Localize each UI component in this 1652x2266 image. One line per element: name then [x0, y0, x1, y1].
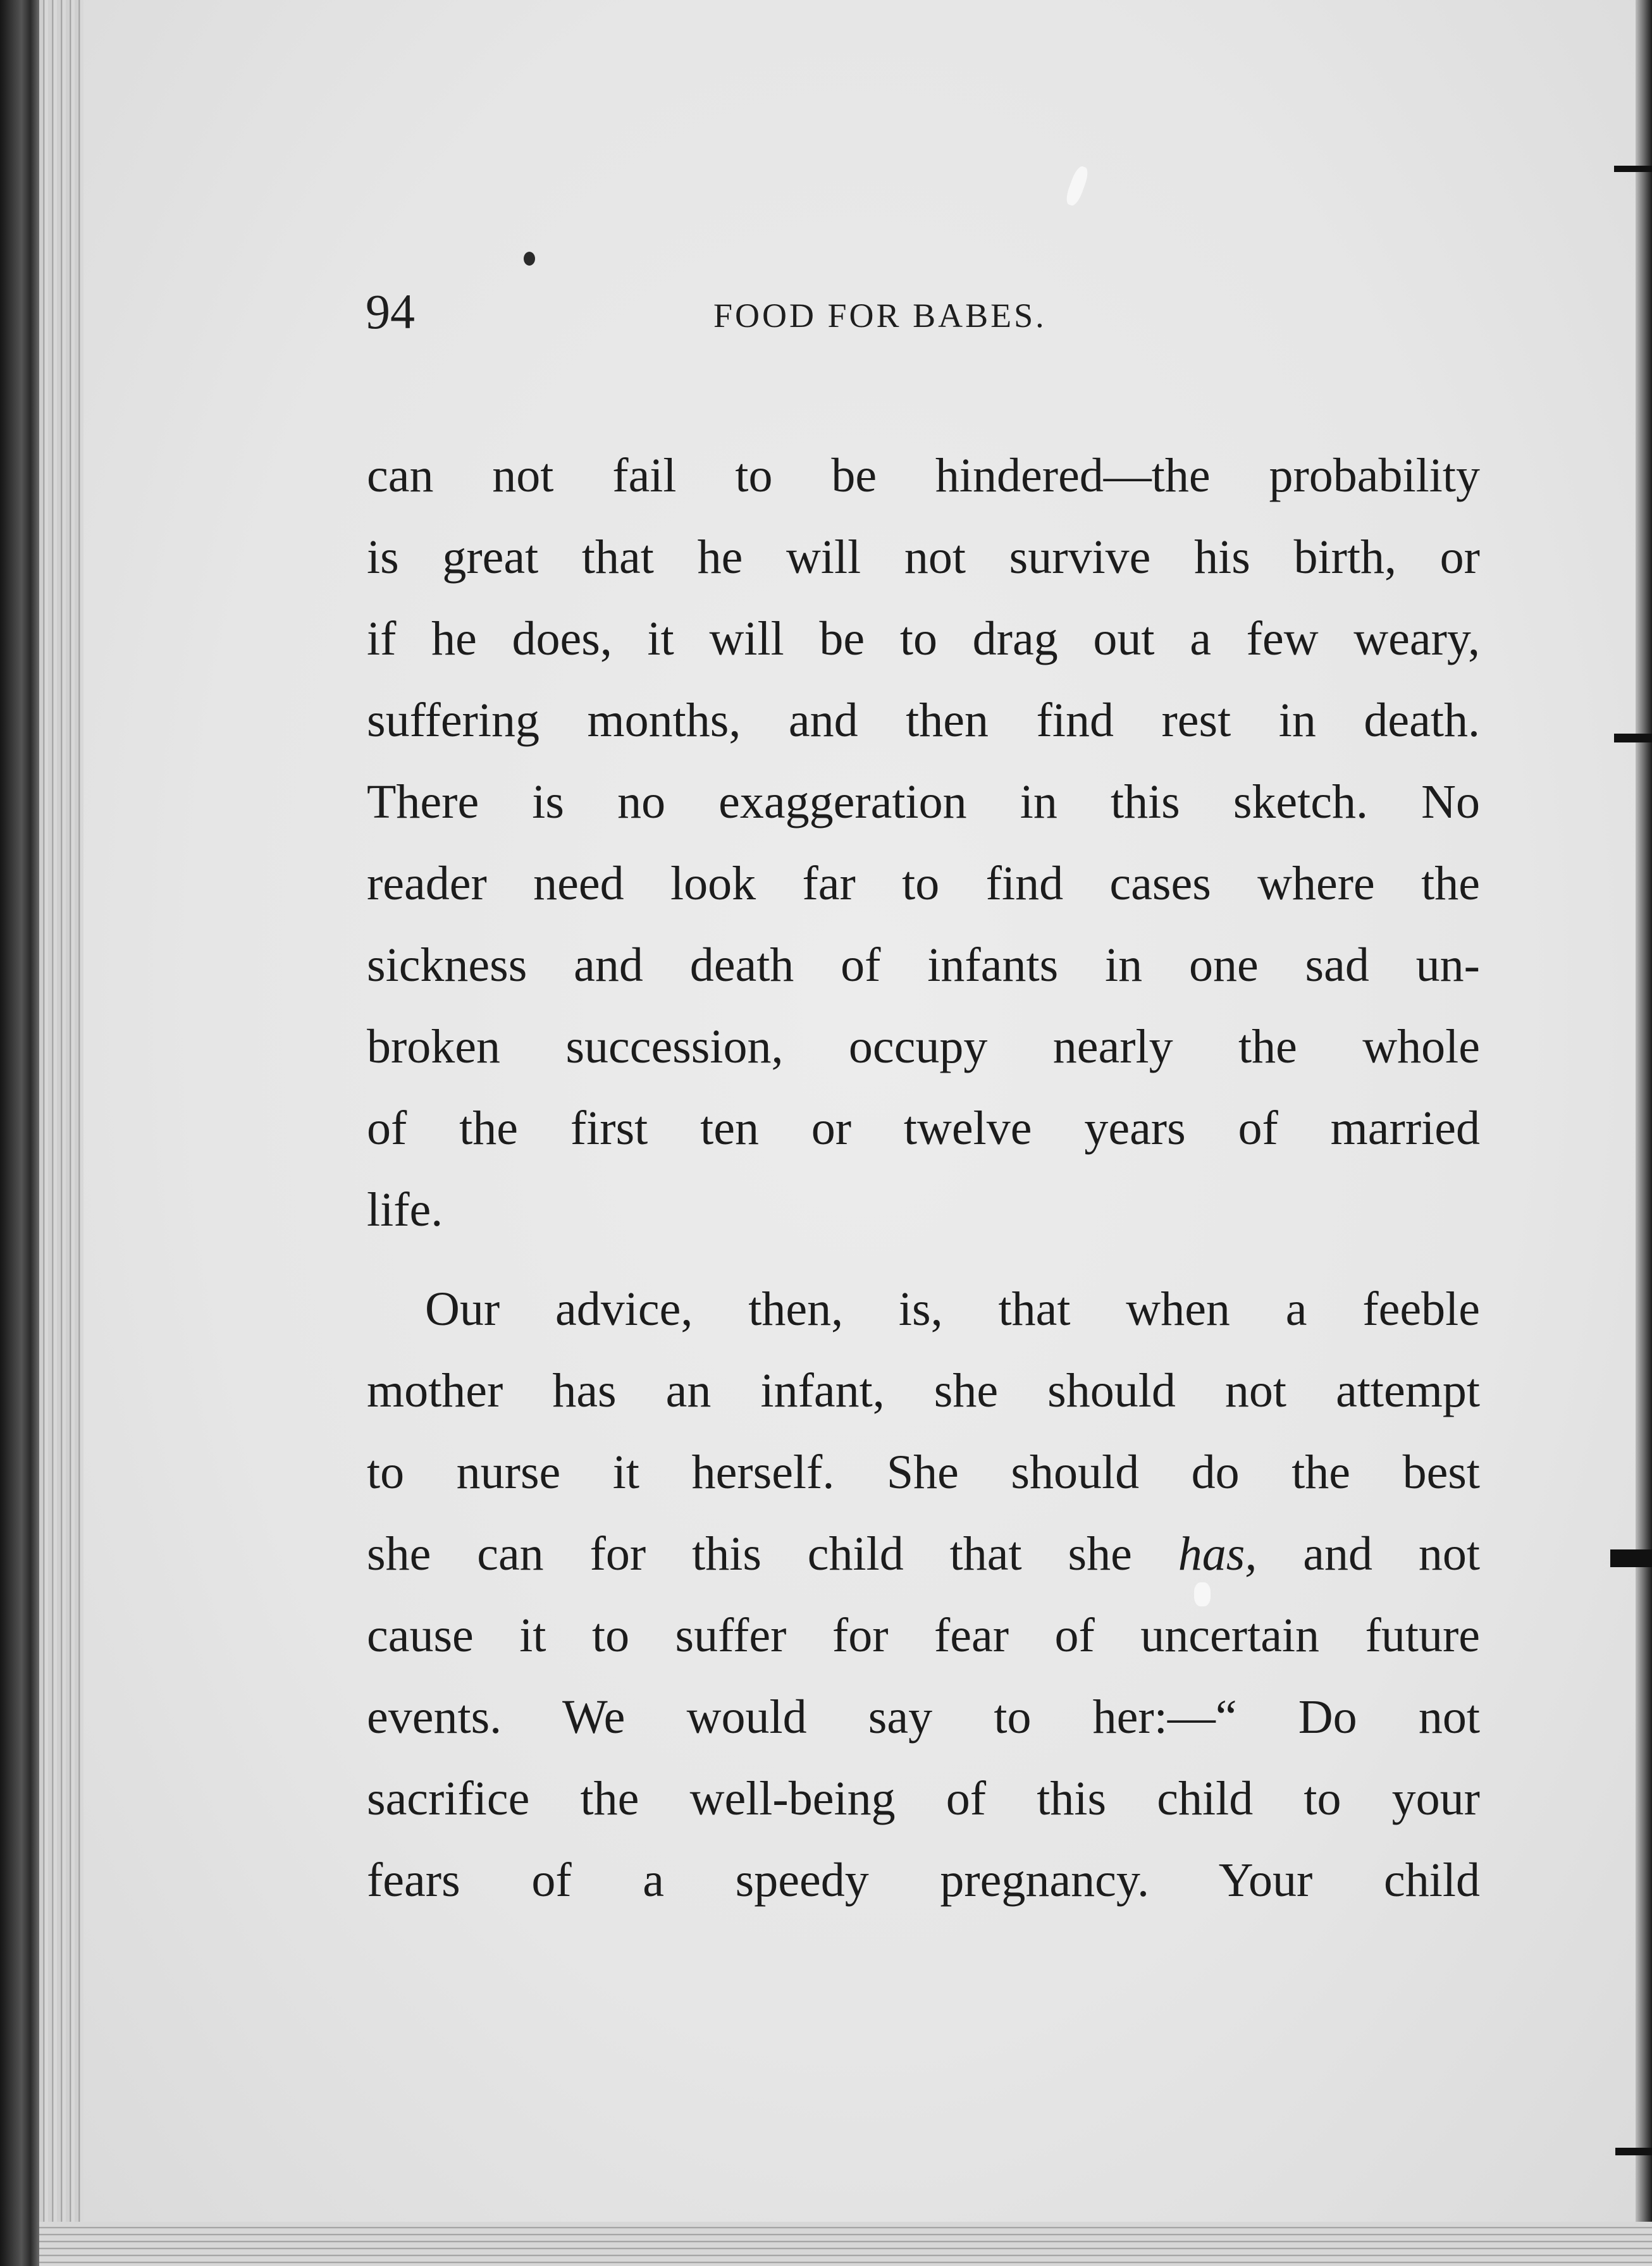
text-line: There is no exaggeration in this sketch. No [367, 775, 1480, 828]
scan-mark [1610, 1549, 1652, 1567]
page-edges-left [39, 0, 83, 2266]
text-segment: she can for this child that she [367, 1527, 1178, 1580]
text-line [367, 1513, 1480, 1595]
page-edge-right [1636, 0, 1652, 2266]
text-line: broken succession, occupy nearly the whole [367, 1020, 1480, 1073]
page-edges-bottom [39, 2222, 1652, 2266]
text-line: sickness and death of infants in one sad un- [367, 939, 1480, 992]
text-line: events. We would say to her:—“ Do not [367, 1690, 1480, 1744]
text-line: sacrifice the well-being of this child to your [367, 1772, 1480, 1825]
text-line: to nurse it herself. She should do the best [367, 1446, 1480, 1499]
text-line: of the first ten or twelve years of married [367, 1102, 1480, 1155]
text-segment: and not [1257, 1527, 1480, 1580]
text-line: is great that he will not survive his birth, or [367, 531, 1480, 584]
text-line: can not fail to be hindered—the probability [367, 449, 1480, 502]
body-text [367, 435, 1480, 1921]
scan-mark [1615, 2148, 1652, 2155]
text-line: suffering months, and then find rest in death. [367, 694, 1480, 747]
text-line: Our advice, then, is, that when a feeble [425, 1283, 1480, 1336]
ink-speck [524, 252, 535, 266]
book-binding [0, 0, 39, 2266]
text-line: if he does, it will be to drag out a few weary, [367, 612, 1480, 665]
text-line: reader need look far to find cases where the [367, 857, 1480, 910]
text-line: life. [367, 1183, 443, 1236]
text-line: fears of a speedy pregnancy. Your child [367, 1854, 1480, 1907]
text-line: mother has an infant, she should not attempt [367, 1364, 1480, 1417]
paragraph-gap [367, 1251, 1480, 1269]
scan-mark [1614, 734, 1652, 742]
emphasis: has, [1178, 1527, 1257, 1580]
running-title: FOOD FOR BABES. [713, 297, 1047, 335]
text-line: cause it to suffer for fear of uncertain future [367, 1609, 1480, 1662]
scan-mark [1614, 166, 1652, 172]
page-number: 94 [366, 284, 415, 339]
